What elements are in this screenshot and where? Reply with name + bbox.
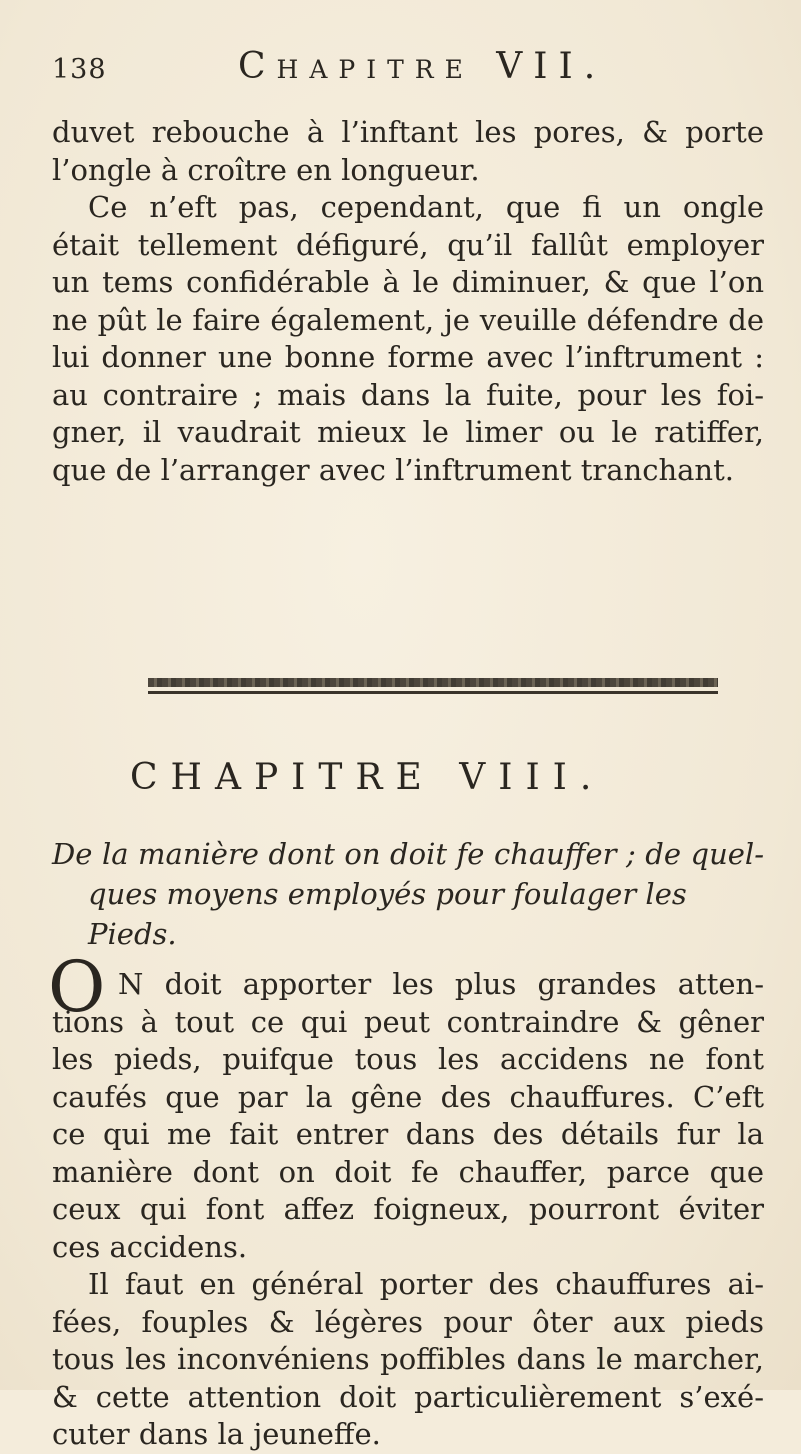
page-number: 138 [52, 54, 107, 85]
text-line: que de l’arranger avec l’inftrument tranchant. [52, 452, 734, 487]
text-line: Il faut en général porter des chauffures ai- [88, 1267, 764, 1301]
text-line: ces accidens. [52, 1229, 248, 1264]
text-line: tions à tout ce qui peut contraindre & gêner [52, 1004, 764, 1039]
text-line: Ce n’eft pas, cependant, que fi un ongle [88, 190, 764, 224]
text-line: les pieds, puifque tous les accidens ne font [52, 1042, 764, 1076]
text-line: manière dont on doit fe chauffer, parce que [52, 1154, 764, 1189]
first-line-rest: doit apporter les plus grandes atten- [164, 967, 764, 1001]
drop-cap: O [48, 946, 106, 1028]
text-line: au contraire ; mais dans la fuite, pour les foi- [52, 377, 764, 412]
text-line: ne pût le faire également, je veuille défendre de [52, 302, 764, 337]
running-head [52, 42, 752, 92]
text-line: lui donner une bonne forme avec l’inftrument : [52, 340, 764, 374]
chapter-heading: CHAPITRE VIII. [130, 757, 605, 798]
text-line: ceux qui font affez foigneux, pourront éviter [52, 1192, 764, 1226]
text-line: l’ongle à croître en longueur. [52, 152, 480, 187]
text-line: fées, fouples & légères pour ôter aux pieds [52, 1304, 764, 1339]
ornament-thin-rule [148, 691, 718, 694]
text-line: caufés que par la gêne des chauffures. C’eft [52, 1079, 764, 1114]
text-line: gner, il vaudrait mieux le limer ou le ratiffer, [52, 415, 764, 449]
paragraph-main [52, 966, 764, 1454]
text-line: duvet rebouche à l’inftant les pores, & porte [52, 115, 764, 149]
running-title: Chapitre VII. [238, 46, 607, 87]
text-line: & cette attention doit particulièrement s’exé- [52, 1379, 764, 1414]
text-line: tous les inconvéniens poffibles dans le marcher, [52, 1342, 764, 1376]
subtitle-line: ques moyens employés pour foulager les Pieds. [88, 877, 687, 951]
subtitle-line: De la manière dont on doit fe chauffer ; de quel- [52, 837, 764, 871]
text-line: ce qui me fait entrer dans des détails fur la [52, 1117, 764, 1151]
paragraph-top [52, 114, 764, 489]
text-line: cuter dans la jeuneffe. [52, 1417, 381, 1451]
chapter-subtitle [52, 834, 764, 954]
first-word-rest: N [118, 967, 144, 1001]
ornament-thick-rule [148, 678, 718, 687]
text-line: était tellement défiguré, qu’il fallût employer [52, 227, 764, 262]
text-line: un tems confidérable à le diminuer, & que l’on [52, 265, 764, 299]
text-line-first [52, 966, 764, 1004]
chapter-ornament-rule [148, 678, 718, 696]
